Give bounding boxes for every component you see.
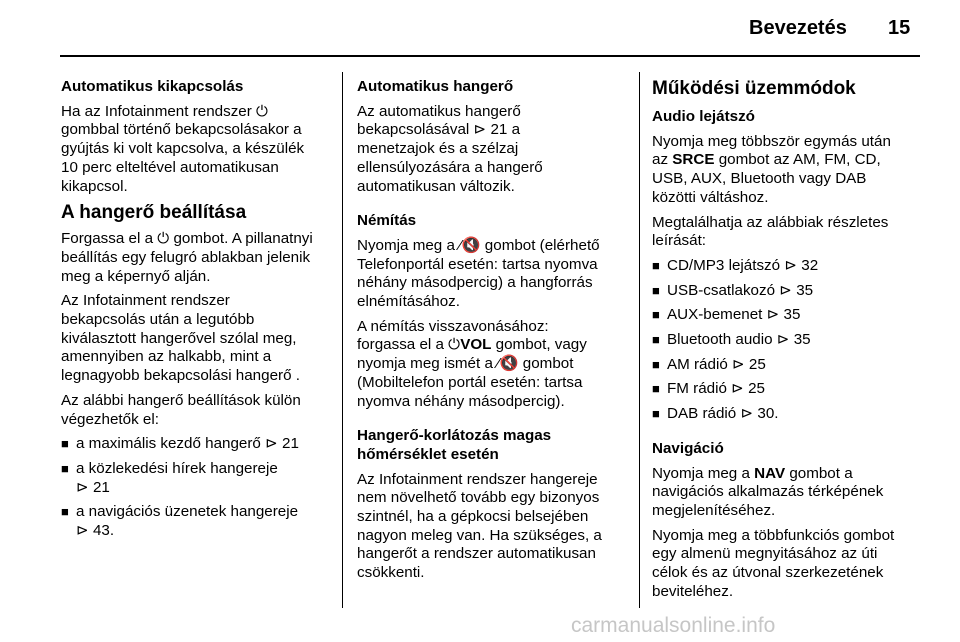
column-divider-1 xyxy=(342,72,343,608)
page-title: Bevezetés xyxy=(749,17,847,39)
navigation-text xyxy=(652,465,922,521)
unmute-text-part-2: gombot, vagy nyomja meg ismét a ⁄🔇 gombot (Mobiltelefon portál esetén: tartsa nyomva néhány másodpercig). xyxy=(357,336,587,410)
audio-text-part-2: gombot az AM, FM, CD, USB, AUX, Bluetooth vagy DAB közötti váltáshoz. xyxy=(652,151,881,206)
column-3 xyxy=(652,78,922,607)
volume-settings-list xyxy=(61,435,333,541)
page-number: 15 xyxy=(888,17,911,39)
nav-text-part-2: gombot a navigációs alkalmazás térképének megjelenítéséhez. xyxy=(652,464,884,519)
list-item: ■ AM rádió ⊳ 25 xyxy=(652,356,922,375)
audio-player-text xyxy=(652,133,922,208)
list-item: ■ USB-csatlakozó ⊳ 35 xyxy=(652,282,922,301)
list-item: ■ DAB rádió ⊳ 30. xyxy=(652,405,922,424)
auto-off-text: Ha az Infotainment rendszer ⏻ gombbal történő bekapcsolásakor a gyújtás ki volt kapcsolva, a készülék 10 perc elteltével automatikusan kikapcsol. xyxy=(61,102,305,195)
unmute-text-part-1: A némítás visszavonásához: forgassa el a ⏻ xyxy=(357,317,549,354)
audio-sources-list xyxy=(652,257,922,424)
list-item: ■ a maximális kezdő hangerő ⊳ 21 xyxy=(61,435,333,454)
list-item: ■ AUX-bemenet ⊳ 35 xyxy=(652,306,922,325)
column-2 xyxy=(357,78,633,589)
details-text: Megtalálhatja az alábbiak részletes leírását: xyxy=(652,213,889,250)
switch-on-text: Az Infotainment rendszer bekapcsolás után a legutóbb kiválasztott hangerővel szólal meg, amennyiben az halkabb, mint a legnagyobb bekapcsolási hangerő . xyxy=(61,292,300,385)
mute-heading: Némítás xyxy=(357,212,417,230)
auto-off-heading: Automatikus kikapcsolás xyxy=(61,78,244,95)
multifunction-text: Nyomja meg a többfunkciós gombot egy almenü megnyitásához az úti célok és az útvonal szerkezetének beviteléhez. xyxy=(652,526,895,600)
audio-player-heading: Audio lejátszó xyxy=(652,108,755,125)
list-item: ■ Bluetooth audio ⊳ 35 xyxy=(652,331,922,350)
header-rule xyxy=(60,55,920,57)
unmute-text xyxy=(357,318,633,412)
settings-intro: Az alábbi hangerő beállítások külön végezhetők el: xyxy=(61,391,301,428)
auto-volume-heading: Automatikus hangerő xyxy=(357,78,514,95)
volume-limit-heading: Hangerő-korlátozás magas hőmérséklet esetén xyxy=(357,427,552,463)
list-item: ■ a közlekedési hírek hangereje ⊳ 21 xyxy=(61,460,333,497)
list-item: ■ FM rádió ⊳ 25 xyxy=(652,380,922,399)
volume-heading: A hangerő beállítása xyxy=(61,202,247,224)
auto-volume-text: Az automatikus hangerő bekapcsolásával ⊳ 21 a menetzajok és a szélzaj ellensúlyozására a hangerő automatikusan változik. xyxy=(357,102,543,195)
list-item: ■ CD/MP3 lejátszó ⊳ 32 xyxy=(652,257,922,276)
operating-modes-heading: Működési üzemmódok xyxy=(652,78,856,99)
srce-key: SRCE xyxy=(672,151,715,169)
nav-key: NAV xyxy=(754,464,786,482)
mute-text: Nyomja meg a ⁄🔇 gombot (elérhető Telefonportál esetén: tartsa nyomva néhány másodpercig) a hangforrás elnémításához. xyxy=(357,236,600,311)
vol-key: VOL xyxy=(460,336,492,354)
navigation-heading: Navigáció xyxy=(652,439,724,457)
list-item: ■ a navigációs üzenetek hangereje ⊳ 43. xyxy=(61,503,333,540)
column-1 xyxy=(61,78,333,547)
volume-text: Forgassa el a ⏻ gombot. A pillanatnyi beállítás egy felugró ablakban jelenik meg a képernyő alján. xyxy=(61,230,313,285)
volume-limit-text: Az Infotainment rendszer hangereje nem növelhető tovább egy bizonyos szintnél, ha a gépkocsi belsejében nagyon meleg van. Ha szükséges, a hangerőt a rendszer automatikusan csökkenti. xyxy=(357,470,602,582)
watermark: carmanualsonline.info xyxy=(571,614,776,637)
column-divider-2 xyxy=(639,72,640,608)
nav-text-part-1: Nyomja meg a xyxy=(652,464,755,482)
audio-text-part-1: Nyomja meg többször egymás után az xyxy=(652,132,891,169)
